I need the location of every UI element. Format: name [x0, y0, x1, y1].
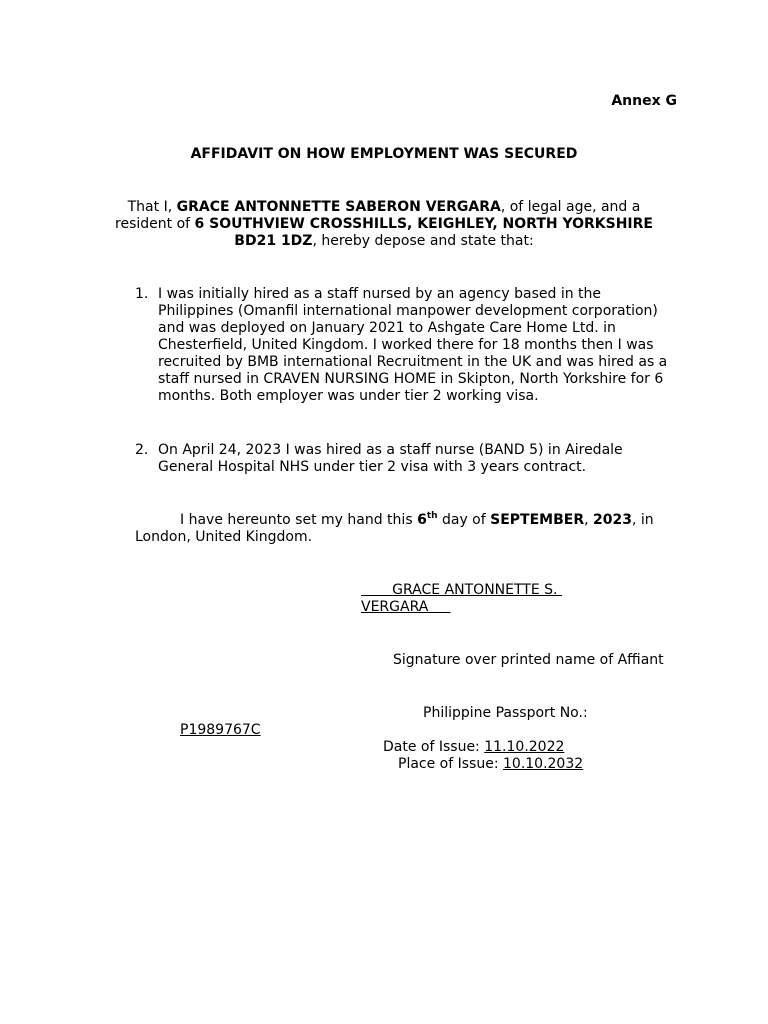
- closing-day-suffix: th: [426, 511, 438, 521]
- list-item: [135, 286, 680, 405]
- passport-label: Philippine Passport No.:: [423, 705, 588, 721]
- date-of-issue-label: Date of Issue:: [383, 739, 485, 755]
- intro-paragraph: [100, 199, 668, 250]
- closing-text-3: , in London, United Kingdom.: [135, 512, 654, 545]
- annex-label: Annex G: [611, 93, 677, 109]
- closing-month: SEPTEMBER: [490, 512, 585, 528]
- date-of-issue: [383, 739, 564, 756]
- signature-name-line: GRACE ANTONNETTE S. VERGARA: [361, 582, 562, 615]
- list-item-text: On April 24, 2023 I was hired as a staff nurse (BAND 5) in Airedale General Hospital NHS under tier 2 visa with 3 years contract.: [158, 442, 623, 475]
- closing-comma: ,: [584, 512, 594, 528]
- list-item-number: 2.: [135, 442, 149, 458]
- document-title: AFFIDAVIT ON HOW EMPLOYMENT WAS SECURED: [190, 146, 578, 162]
- affiant-name: GRACE ANTONNETTE SABERON VERGARA: [176, 199, 501, 215]
- intro-text-3: , hereby depose and state that:: [312, 233, 534, 249]
- signature-caption: Signature over printed name of Affiant: [393, 652, 664, 668]
- closing-day: 6: [417, 512, 427, 528]
- closing-text-1: I have hereunto set my hand this: [180, 512, 418, 528]
- place-of-issue-label: Place of Issue:: [398, 756, 503, 772]
- date-of-issue-value: 11.10.2022: [484, 739, 565, 755]
- affiant-address: 6 SOUTHVIEW CROSSHILLS, KEIGHLEY, NORTH YORKSHIRE BD21 1DZ: [194, 216, 653, 249]
- place-of-issue: [398, 756, 583, 773]
- closing-text-2: day of: [437, 512, 491, 528]
- intro-text-1: That I,: [127, 199, 177, 215]
- closing-paragraph: [135, 512, 680, 546]
- place-of-issue-value: 10.10.2032: [503, 756, 584, 772]
- list-item-number: 1.: [135, 286, 149, 302]
- list-item-text: I was initially hired as a staff nursed by an agency based in the Philippines (Omanfil international manpower development corporation) and was deployed on January 2021 to Ashgate Care Home Ltd. in Chesterfield, United Kingdom. I worked there for 18 months then I was recruited by BMB international Recruitment in the UK and was hired as a staff nursed in CRAVEN NURSING HOME in Skipton, North Yorkshire for 6 months. Both employer was under tier 2 working visa.: [158, 286, 668, 404]
- passport-number: P1989767C: [180, 722, 261, 738]
- list-item: [135, 442, 680, 476]
- intro-text-2: , of legal age, and a resident of: [115, 199, 641, 232]
- closing-year: 2023: [593, 512, 632, 528]
